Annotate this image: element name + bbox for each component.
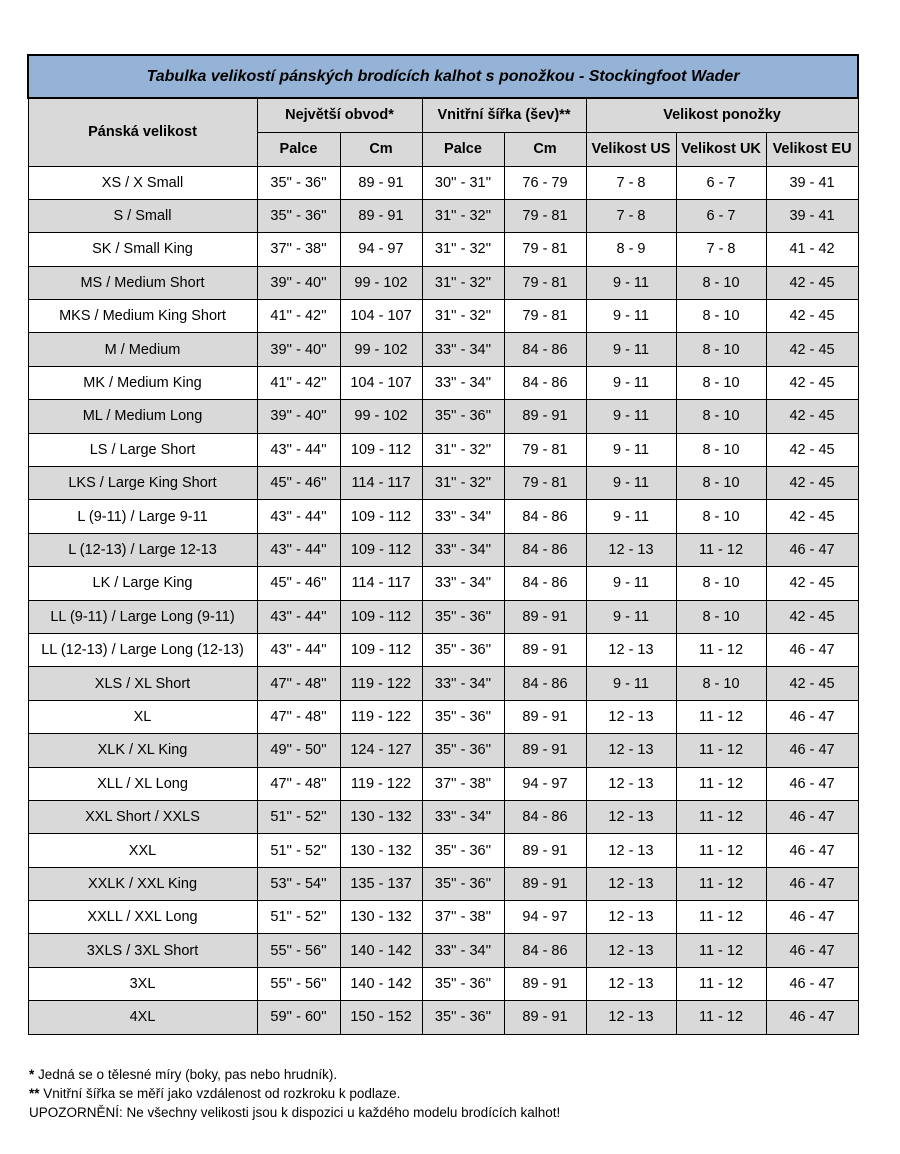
cell-sock-uk: 11 - 12 (676, 734, 766, 767)
cell-size-name: LL (9-11) / Large Long (9-11) (28, 600, 257, 633)
cell-inseam-cm: 89 - 91 (504, 633, 586, 666)
cell-inseam-cm: 79 - 81 (504, 433, 586, 466)
cell-inseam-inch: 35'' - 36'' (422, 700, 504, 733)
size-table (27, 54, 859, 1035)
header-sock-uk: Velikost UK (676, 132, 766, 166)
cell-size-name: LKS / Large King Short (28, 467, 257, 500)
cell-size-name: LS / Large Short (28, 433, 257, 466)
cell-inseam-inch: 31'' - 32'' (422, 233, 504, 266)
cell-inseam-cm: 84 - 86 (504, 667, 586, 700)
cell-inseam-cm: 84 - 86 (504, 500, 586, 533)
cell-girth-inch: 43'' - 44'' (257, 500, 340, 533)
cell-sock-us: 12 - 13 (586, 901, 676, 934)
table-row (28, 633, 858, 666)
cell-sock-us: 9 - 11 (586, 400, 676, 433)
cell-girth-cm: 109 - 112 (340, 500, 422, 533)
size-chart (27, 54, 857, 1035)
cell-sock-uk: 11 - 12 (676, 633, 766, 666)
header-girth-inch: Palce (257, 132, 340, 166)
cell-girth-cm: 89 - 91 (340, 199, 422, 232)
cell-inseam-cm: 89 - 91 (504, 700, 586, 733)
cell-inseam-inch: 35'' - 36'' (422, 834, 504, 867)
cell-sock-us: 12 - 13 (586, 767, 676, 800)
cell-sock-eu: 46 - 47 (766, 700, 858, 733)
cell-sock-us: 9 - 11 (586, 366, 676, 399)
cell-sock-uk: 6 - 7 (676, 199, 766, 232)
table-row (28, 400, 858, 433)
cell-sock-uk: 8 - 10 (676, 600, 766, 633)
cell-size-name: L (12-13) / Large 12-13 (28, 533, 257, 566)
cell-sock-us: 12 - 13 (586, 800, 676, 833)
cell-sock-uk: 11 - 12 (676, 1001, 766, 1034)
table-row (28, 333, 858, 366)
cell-size-name: XLK / XL King (28, 734, 257, 767)
table-row (28, 266, 858, 299)
cell-inseam-inch: 35'' - 36'' (422, 734, 504, 767)
table-row (28, 500, 858, 533)
cell-size-name: XS / X Small (28, 166, 257, 199)
header-girth: Největší obvod* (257, 98, 422, 132)
cell-sock-uk: 11 - 12 (676, 967, 766, 1000)
cell-sock-eu: 41 - 42 (766, 233, 858, 266)
cell-size-name: XLS / XL Short (28, 667, 257, 700)
cell-sock-uk: 11 - 12 (676, 533, 766, 566)
cell-sock-eu: 46 - 47 (766, 533, 858, 566)
cell-sock-us: 7 - 8 (586, 166, 676, 199)
cell-size-name: M / Medium (28, 333, 257, 366)
cell-girth-inch: 51'' - 52'' (257, 800, 340, 833)
cell-inseam-cm: 89 - 91 (504, 600, 586, 633)
cell-sock-us: 9 - 11 (586, 333, 676, 366)
cell-inseam-cm: 89 - 91 (504, 834, 586, 867)
cell-size-name: XL (28, 700, 257, 733)
cell-girth-inch: 47'' - 48'' (257, 667, 340, 700)
cell-inseam-cm: 84 - 86 (504, 567, 586, 600)
cell-girth-inch: 55'' - 56'' (257, 967, 340, 1000)
cell-girth-cm: 99 - 102 (340, 266, 422, 299)
cell-sock-eu: 42 - 45 (766, 433, 858, 466)
cell-girth-inch: 49'' - 50'' (257, 734, 340, 767)
cell-girth-cm: 140 - 142 (340, 934, 422, 967)
cell-sock-us: 9 - 11 (586, 433, 676, 466)
cell-sock-us: 9 - 11 (586, 600, 676, 633)
cell-sock-us: 12 - 13 (586, 700, 676, 733)
cell-inseam-cm: 89 - 91 (504, 400, 586, 433)
cell-inseam-inch: 31'' - 32'' (422, 300, 504, 333)
footnote-1-mark: * (29, 1067, 35, 1082)
cell-inseam-cm: 94 - 97 (504, 767, 586, 800)
cell-sock-uk: 8 - 10 (676, 366, 766, 399)
cell-size-name: MS / Medium Short (28, 266, 257, 299)
cell-sock-uk: 8 - 10 (676, 300, 766, 333)
cell-inseam-cm: 84 - 86 (504, 333, 586, 366)
cell-sock-eu: 46 - 47 (766, 934, 858, 967)
cell-girth-cm: 135 - 137 (340, 867, 422, 900)
cell-sock-us: 12 - 13 (586, 834, 676, 867)
cell-girth-cm: 109 - 112 (340, 600, 422, 633)
cell-girth-cm: 114 - 117 (340, 567, 422, 600)
cell-sock-uk: 7 - 8 (676, 233, 766, 266)
cell-sock-uk: 11 - 12 (676, 700, 766, 733)
cell-inseam-cm: 89 - 91 (504, 1001, 586, 1034)
cell-sock-eu: 42 - 45 (766, 600, 858, 633)
cell-inseam-cm: 79 - 81 (504, 266, 586, 299)
cell-inseam-cm: 84 - 86 (504, 533, 586, 566)
table-row (28, 767, 858, 800)
table-row (28, 734, 858, 767)
cell-inseam-inch: 35'' - 36'' (422, 400, 504, 433)
header-size: Pánská velikost (28, 98, 257, 166)
cell-sock-uk: 11 - 12 (676, 834, 766, 867)
cell-inseam-cm: 89 - 91 (504, 867, 586, 900)
cell-sock-us: 12 - 13 (586, 533, 676, 566)
cell-inseam-inch: 35'' - 36'' (422, 633, 504, 666)
cell-sock-uk: 11 - 12 (676, 767, 766, 800)
cell-girth-inch: 59'' - 60'' (257, 1001, 340, 1034)
table-row (28, 166, 858, 199)
cell-sock-eu: 42 - 45 (766, 667, 858, 700)
table-row (28, 934, 858, 967)
cell-sock-eu: 46 - 47 (766, 1001, 858, 1034)
footnotes (29, 1065, 560, 1122)
cell-sock-uk: 6 - 7 (676, 166, 766, 199)
cell-sock-us: 9 - 11 (586, 667, 676, 700)
footnote-2-text: Vnitřní šířka se měří jako vzdálenost od rozkroku k podlaze. (39, 1086, 401, 1101)
table-row (28, 834, 858, 867)
cell-girth-inch: 43'' - 44'' (257, 633, 340, 666)
table-row (28, 667, 858, 700)
footnote-1 (29, 1065, 560, 1084)
cell-sock-eu: 42 - 45 (766, 300, 858, 333)
cell-size-name: MK / Medium King (28, 366, 257, 399)
table-row (28, 366, 858, 399)
footnote-2-mark: ** (29, 1086, 40, 1101)
table-body (28, 166, 858, 1034)
header-girth-cm: Cm (340, 132, 422, 166)
cell-girth-cm: 130 - 132 (340, 800, 422, 833)
footnote-1-text: Jedná se o tělesné míry (boky, pas nebo hrudník). (34, 1067, 338, 1082)
cell-inseam-cm: 89 - 91 (504, 967, 586, 1000)
cell-inseam-inch: 31'' - 32'' (422, 433, 504, 466)
cell-girth-cm: 109 - 112 (340, 433, 422, 466)
cell-sock-eu: 46 - 47 (766, 967, 858, 1000)
cell-size-name: LL (12-13) / Large Long (12-13) (28, 633, 257, 666)
cell-girth-inch: 39'' - 40'' (257, 400, 340, 433)
cell-girth-inch: 41'' - 42'' (257, 366, 340, 399)
cell-sock-eu: 42 - 45 (766, 500, 858, 533)
cell-girth-inch: 47'' - 48'' (257, 767, 340, 800)
table-row (28, 700, 858, 733)
cell-girth-cm: 119 - 122 (340, 700, 422, 733)
cell-sock-eu: 39 - 41 (766, 166, 858, 199)
cell-size-name: LK / Large King (28, 567, 257, 600)
cell-size-name: ML / Medium Long (28, 400, 257, 433)
cell-inseam-cm: 89 - 91 (504, 734, 586, 767)
cell-sock-uk: 8 - 10 (676, 567, 766, 600)
cell-size-name: XLL / XL Long (28, 767, 257, 800)
cell-sock-us: 7 - 8 (586, 199, 676, 232)
table-row (28, 901, 858, 934)
cell-inseam-cm: 84 - 86 (504, 366, 586, 399)
cell-girth-inch: 45'' - 46'' (257, 567, 340, 600)
table-row (28, 567, 858, 600)
cell-girth-cm: 130 - 132 (340, 834, 422, 867)
cell-girth-cm: 119 - 122 (340, 767, 422, 800)
table-row (28, 600, 858, 633)
cell-sock-uk: 8 - 10 (676, 333, 766, 366)
cell-girth-cm: 114 - 117 (340, 467, 422, 500)
cell-sock-uk: 8 - 10 (676, 433, 766, 466)
cell-inseam-inch: 33'' - 34'' (422, 366, 504, 399)
cell-girth-cm: 130 - 132 (340, 901, 422, 934)
cell-inseam-inch: 33'' - 34'' (422, 667, 504, 700)
cell-inseam-inch: 33'' - 34'' (422, 500, 504, 533)
cell-sock-us: 12 - 13 (586, 867, 676, 900)
cell-size-name: MKS / Medium King Short (28, 300, 257, 333)
cell-sock-us: 12 - 13 (586, 633, 676, 666)
cell-sock-uk: 8 - 10 (676, 500, 766, 533)
cell-sock-us: 12 - 13 (586, 967, 676, 1000)
cell-inseam-inch: 35'' - 36'' (422, 1001, 504, 1034)
cell-sock-eu: 46 - 47 (766, 734, 858, 767)
cell-inseam-inch: 35'' - 36'' (422, 967, 504, 1000)
cell-girth-cm: 99 - 102 (340, 333, 422, 366)
cell-sock-eu: 46 - 47 (766, 633, 858, 666)
header-sock-eu: Velikost EU (766, 132, 858, 166)
cell-girth-inch: 41'' - 42'' (257, 300, 340, 333)
table-row (28, 1001, 858, 1034)
header-sock: Velikost ponožky (586, 98, 858, 132)
cell-inseam-cm: 79 - 81 (504, 467, 586, 500)
cell-inseam-inch: 30'' - 31'' (422, 166, 504, 199)
cell-sock-us: 9 - 11 (586, 467, 676, 500)
cell-sock-eu: 42 - 45 (766, 333, 858, 366)
cell-sock-eu: 46 - 47 (766, 767, 858, 800)
cell-inseam-cm: 84 - 86 (504, 800, 586, 833)
cell-inseam-inch: 37'' - 38'' (422, 901, 504, 934)
cell-girth-cm: 119 - 122 (340, 667, 422, 700)
cell-girth-inch: 39'' - 40'' (257, 333, 340, 366)
cell-sock-us: 12 - 13 (586, 934, 676, 967)
table-row (28, 233, 858, 266)
table-row (28, 300, 858, 333)
table-row (28, 433, 858, 466)
cell-sock-uk: 8 - 10 (676, 266, 766, 299)
cell-sock-eu: 42 - 45 (766, 400, 858, 433)
cell-size-name: XXLK / XXL King (28, 867, 257, 900)
table-row (28, 199, 858, 232)
header-inseam-cm: Cm (504, 132, 586, 166)
cell-sock-us: 12 - 13 (586, 734, 676, 767)
cell-sock-us: 9 - 11 (586, 300, 676, 333)
cell-sock-us: 9 - 11 (586, 266, 676, 299)
cell-sock-eu: 46 - 47 (766, 834, 858, 867)
cell-inseam-inch: 33'' - 34'' (422, 800, 504, 833)
cell-size-name: XXLL / XXL Long (28, 901, 257, 934)
cell-inseam-cm: 94 - 97 (504, 901, 586, 934)
cell-size-name: S / Small (28, 199, 257, 232)
cell-sock-eu: 46 - 47 (766, 867, 858, 900)
cell-inseam-cm: 76 - 79 (504, 166, 586, 199)
cell-sock-uk: 11 - 12 (676, 867, 766, 900)
cell-girth-inch: 47'' - 48'' (257, 700, 340, 733)
cell-girth-cm: 104 - 107 (340, 366, 422, 399)
cell-sock-eu: 42 - 45 (766, 366, 858, 399)
cell-sock-eu: 42 - 45 (766, 567, 858, 600)
cell-girth-inch: 35'' - 36'' (257, 166, 340, 199)
cell-sock-uk: 8 - 10 (676, 400, 766, 433)
cell-girth-cm: 104 - 107 (340, 300, 422, 333)
cell-size-name: 3XL (28, 967, 257, 1000)
cell-size-name: 4XL (28, 1001, 257, 1034)
cell-sock-eu: 46 - 47 (766, 800, 858, 833)
cell-sock-us: 9 - 11 (586, 500, 676, 533)
header-inseam: Vnitřní šířka (šev)** (422, 98, 586, 132)
cell-inseam-inch: 31'' - 32'' (422, 266, 504, 299)
cell-sock-uk: 11 - 12 (676, 800, 766, 833)
cell-inseam-cm: 79 - 81 (504, 300, 586, 333)
cell-size-name: 3XLS / 3XL Short (28, 934, 257, 967)
cell-girth-inch: 43'' - 44'' (257, 433, 340, 466)
cell-inseam-inch: 33'' - 34'' (422, 333, 504, 366)
cell-girth-cm: 140 - 142 (340, 967, 422, 1000)
cell-inseam-cm: 79 - 81 (504, 233, 586, 266)
cell-girth-inch: 51'' - 52'' (257, 901, 340, 934)
cell-size-name: L (9-11) / Large 9-11 (28, 500, 257, 533)
cell-girth-cm: 109 - 112 (340, 533, 422, 566)
cell-girth-inch: 43'' - 44'' (257, 533, 340, 566)
cell-inseam-inch: 31'' - 32'' (422, 199, 504, 232)
cell-sock-eu: 46 - 47 (766, 901, 858, 934)
table-row (28, 467, 858, 500)
availability-warning: UPOZORNĚNÍ: Ne všechny velikosti jsou k dispozici u každého modelu brodících kalhot! (29, 1105, 561, 1120)
cell-inseam-inch: 33'' - 34'' (422, 533, 504, 566)
cell-girth-inch: 39'' - 40'' (257, 266, 340, 299)
cell-girth-cm: 94 - 97 (340, 233, 422, 266)
table-row (28, 533, 858, 566)
cell-girth-inch: 35'' - 36'' (257, 199, 340, 232)
cell-inseam-inch: 35'' - 36'' (422, 600, 504, 633)
cell-sock-uk: 8 - 10 (676, 667, 766, 700)
cell-girth-cm: 109 - 112 (340, 633, 422, 666)
cell-girth-inch: 37'' - 38'' (257, 233, 340, 266)
cell-inseam-inch: 33'' - 34'' (422, 567, 504, 600)
cell-size-name: XXL (28, 834, 257, 867)
cell-inseam-inch: 31'' - 32'' (422, 467, 504, 500)
cell-sock-us: 12 - 13 (586, 1001, 676, 1034)
cell-sock-eu: 42 - 45 (766, 467, 858, 500)
cell-girth-inch: 43'' - 44'' (257, 600, 340, 633)
cell-sock-uk: 8 - 10 (676, 467, 766, 500)
footnote-2 (29, 1084, 560, 1103)
cell-sock-uk: 11 - 12 (676, 901, 766, 934)
cell-sock-eu: 42 - 45 (766, 266, 858, 299)
header-sock-us: Velikost US (586, 132, 676, 166)
cell-girth-cm: 89 - 91 (340, 166, 422, 199)
table-row (28, 867, 858, 900)
cell-size-name: SK / Small King (28, 233, 257, 266)
cell-girth-inch: 51'' - 52'' (257, 834, 340, 867)
cell-girth-cm: 99 - 102 (340, 400, 422, 433)
table-row (28, 967, 858, 1000)
cell-girth-cm: 124 - 127 (340, 734, 422, 767)
header-inseam-inch: Palce (422, 132, 504, 166)
cell-sock-eu: 39 - 41 (766, 199, 858, 232)
cell-girth-inch: 53'' - 54'' (257, 867, 340, 900)
cell-size-name: XXL Short / XXLS (28, 800, 257, 833)
cell-inseam-cm: 79 - 81 (504, 199, 586, 232)
cell-girth-inch: 55'' - 56'' (257, 934, 340, 967)
table-row (28, 800, 858, 833)
cell-sock-us: 8 - 9 (586, 233, 676, 266)
cell-inseam-cm: 84 - 86 (504, 934, 586, 967)
cell-inseam-inch: 35'' - 36'' (422, 867, 504, 900)
cell-girth-inch: 45'' - 46'' (257, 467, 340, 500)
cell-sock-uk: 11 - 12 (676, 934, 766, 967)
cell-sock-us: 9 - 11 (586, 567, 676, 600)
cell-girth-cm: 150 - 152 (340, 1001, 422, 1034)
cell-inseam-inch: 33'' - 34'' (422, 934, 504, 967)
cell-inseam-inch: 37'' - 38'' (422, 767, 504, 800)
table-title: Tabulka velikostí pánských brodících kalhot s ponožkou - Stockingfoot Wader (28, 55, 858, 98)
